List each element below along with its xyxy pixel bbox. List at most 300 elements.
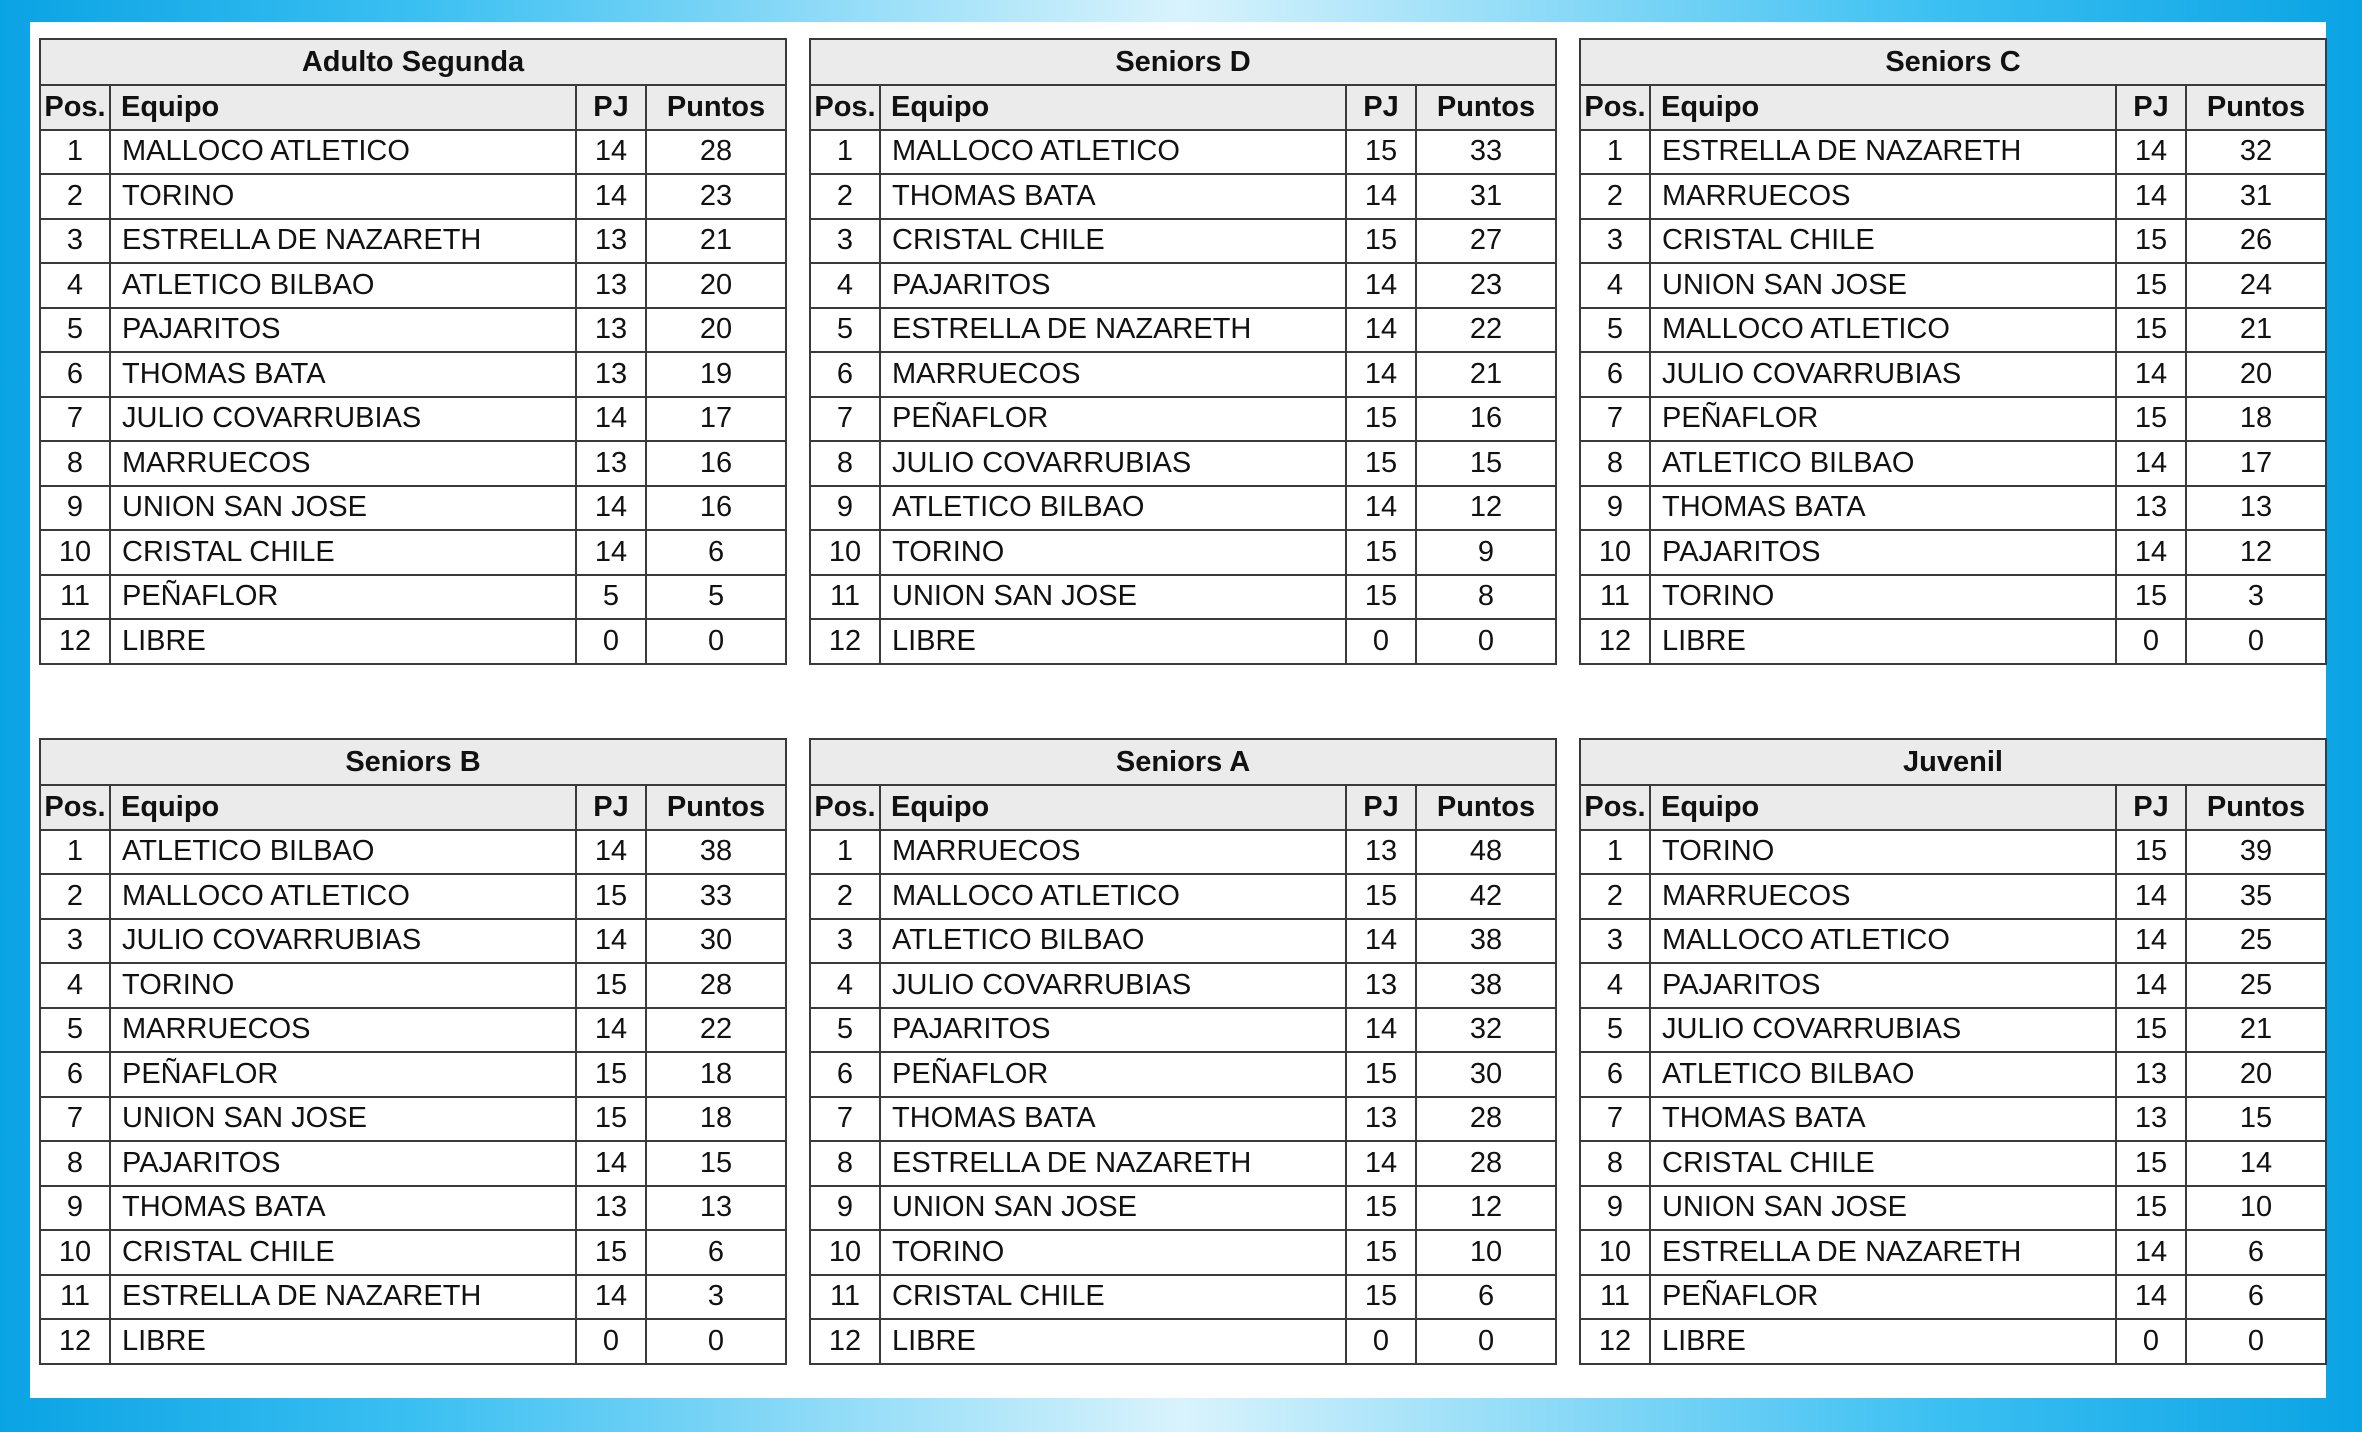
games-played-cell: 15 [2116, 575, 2186, 620]
games-played-cell: 15 [1346, 441, 1416, 486]
team-cell: CRISTAL CHILE [880, 219, 1346, 264]
position-cell: 6 [1580, 352, 1650, 397]
points-cell: 0 [646, 1319, 786, 1364]
games-played-cell: 14 [576, 1275, 646, 1320]
table-title: Juvenil [1580, 739, 2326, 785]
team-cell: THOMAS BATA [1650, 1097, 2116, 1142]
position-cell: 5 [1580, 1008, 1650, 1053]
games-played-cell: 0 [2116, 619, 2186, 664]
games-played-cell: 15 [2116, 1186, 2186, 1231]
team-cell: LIBRE [880, 619, 1346, 664]
games-played-cell: 15 [1346, 397, 1416, 442]
table-row [40, 619, 786, 664]
games-played-cell: 15 [576, 1230, 646, 1275]
games-played-cell: 15 [1346, 1230, 1416, 1275]
position-cell: 6 [40, 352, 110, 397]
games-played-cell: 13 [1346, 1097, 1416, 1142]
games-played-cell: 15 [2116, 219, 2186, 264]
points-cell: 14 [2186, 1141, 2326, 1186]
points-cell: 48 [1416, 830, 1556, 875]
team-cell: MARRUECOS [880, 830, 1346, 875]
position-cell: 12 [40, 619, 110, 664]
table-row [810, 874, 1556, 919]
team-cell: JULIO COVARRUBIAS [110, 919, 576, 964]
games-played-cell: 14 [576, 486, 646, 531]
column-header-pts: Puntos [646, 85, 786, 130]
games-played-cell: 14 [2116, 130, 2186, 175]
team-cell: TORINO [880, 530, 1346, 575]
team-cell: CRISTAL CHILE [1650, 1141, 2116, 1186]
points-cell: 25 [2186, 919, 2326, 964]
team-cell: JULIO COVARRUBIAS [880, 963, 1346, 1008]
table-row [40, 174, 786, 219]
position-cell: 5 [40, 308, 110, 353]
points-cell: 35 [2186, 874, 2326, 919]
position-cell: 5 [810, 1008, 880, 1053]
games-played-cell: 13 [576, 263, 646, 308]
games-played-cell: 15 [1346, 1186, 1416, 1231]
points-cell: 13 [646, 1186, 786, 1231]
position-cell: 7 [40, 397, 110, 442]
standings-table-seniors-d [809, 38, 1557, 665]
table-row [40, 1052, 786, 1097]
points-cell: 33 [646, 874, 786, 919]
points-cell: 30 [646, 919, 786, 964]
position-cell: 10 [40, 530, 110, 575]
team-cell: MARRUECOS [110, 1008, 576, 1053]
position-cell: 1 [810, 130, 880, 175]
games-played-cell: 0 [1346, 1319, 1416, 1364]
team-cell: PEÑAFLOR [880, 397, 1346, 442]
points-cell: 25 [2186, 963, 2326, 1008]
column-header-pos: Pos. [1580, 85, 1650, 130]
points-cell: 20 [2186, 1052, 2326, 1097]
table-row [810, 830, 1556, 875]
games-played-cell: 15 [1346, 575, 1416, 620]
position-cell: 1 [40, 130, 110, 175]
team-cell: TORINO [110, 963, 576, 1008]
table-row [40, 1141, 786, 1186]
games-played-cell: 14 [576, 919, 646, 964]
points-cell: 12 [1416, 1186, 1556, 1231]
table-header-row [810, 85, 1556, 130]
table-row [40, 919, 786, 964]
table-row [1580, 219, 2326, 264]
column-header-pts: Puntos [646, 785, 786, 830]
table-title-row [1580, 39, 2326, 85]
team-cell: CRISTAL CHILE [880, 1275, 1346, 1320]
points-cell: 18 [2186, 397, 2326, 442]
team-cell: MARRUECOS [1650, 874, 2116, 919]
team-cell: MARRUECOS [880, 352, 1346, 397]
team-cell: CRISTAL CHILE [110, 530, 576, 575]
games-played-cell: 13 [1346, 830, 1416, 875]
team-cell: ATLETICO BILBAO [880, 486, 1346, 531]
position-cell: 9 [1580, 1186, 1650, 1231]
table-row [1580, 1141, 2326, 1186]
position-cell: 2 [1580, 874, 1650, 919]
table-row [810, 919, 1556, 964]
team-cell: MALLOCO ATLETICO [1650, 919, 2116, 964]
team-cell: THOMAS BATA [1650, 486, 2116, 531]
table-row [1580, 308, 2326, 353]
games-played-cell: 13 [576, 1186, 646, 1231]
column-header-pos: Pos. [1580, 785, 1650, 830]
team-cell: PEÑAFLOR [110, 1052, 576, 1097]
position-cell: 1 [1580, 830, 1650, 875]
position-cell: 6 [40, 1052, 110, 1097]
table-row [40, 352, 786, 397]
points-cell: 15 [646, 1141, 786, 1186]
position-cell: 2 [1580, 174, 1650, 219]
position-cell: 4 [40, 263, 110, 308]
games-played-cell: 15 [2116, 397, 2186, 442]
points-cell: 12 [1416, 486, 1556, 531]
position-cell: 3 [1580, 919, 1650, 964]
team-cell: UNION SAN JOSE [110, 486, 576, 531]
points-cell: 24 [2186, 263, 2326, 308]
games-played-cell: 13 [576, 352, 646, 397]
table-row [810, 1186, 1556, 1231]
games-played-cell: 0 [576, 619, 646, 664]
team-cell: ESTRELLA DE NAZARETH [1650, 1230, 2116, 1275]
standings-table-seniors-a [809, 738, 1557, 1365]
games-played-cell: 14 [576, 1008, 646, 1053]
games-played-cell: 14 [2116, 441, 2186, 486]
table-row [40, 1097, 786, 1142]
standings-table-adulto-segunda [39, 38, 787, 665]
points-cell: 0 [2186, 1319, 2326, 1364]
table-row [810, 575, 1556, 620]
team-cell: LIBRE [110, 1319, 576, 1364]
column-header-team: Equipo [880, 785, 1346, 830]
games-played-cell: 0 [576, 1319, 646, 1364]
points-cell: 10 [2186, 1186, 2326, 1231]
position-cell: 9 [1580, 486, 1650, 531]
team-cell: PAJARITOS [1650, 963, 2116, 1008]
points-cell: 8 [1416, 575, 1556, 620]
points-cell: 3 [2186, 575, 2326, 620]
team-cell: LIBRE [1650, 619, 2116, 664]
points-cell: 3 [646, 1275, 786, 1320]
position-cell: 4 [1580, 963, 1650, 1008]
games-played-cell: 14 [1346, 919, 1416, 964]
table-row [40, 263, 786, 308]
team-cell: THOMAS BATA [880, 174, 1346, 219]
games-played-cell: 13 [576, 308, 646, 353]
position-cell: 12 [1580, 619, 1650, 664]
games-played-cell: 14 [2116, 1230, 2186, 1275]
games-played-cell: 13 [2116, 1097, 2186, 1142]
points-cell: 22 [1416, 308, 1556, 353]
position-cell: 7 [40, 1097, 110, 1142]
table-title: Seniors B [40, 739, 786, 785]
points-cell: 42 [1416, 874, 1556, 919]
table-title-row [40, 39, 786, 85]
position-cell: 4 [810, 263, 880, 308]
games-played-cell: 14 [2116, 963, 2186, 1008]
team-cell: JULIO COVARRUBIAS [880, 441, 1346, 486]
team-cell: TORINO [1650, 830, 2116, 875]
points-cell: 21 [2186, 308, 2326, 353]
team-cell: PEÑAFLOR [880, 1052, 1346, 1097]
team-cell: MALLOCO ATLETICO [880, 130, 1346, 175]
position-cell: 5 [1580, 308, 1650, 353]
team-cell: TORINO [880, 1230, 1346, 1275]
table-row [1580, 1052, 2326, 1097]
points-cell: 15 [2186, 1097, 2326, 1142]
games-played-cell: 13 [2116, 486, 2186, 531]
team-cell: ATLETICO BILBAO [110, 830, 576, 875]
position-cell: 2 [810, 174, 880, 219]
position-cell: 1 [1580, 130, 1650, 175]
table-row [810, 352, 1556, 397]
position-cell: 10 [1580, 530, 1650, 575]
position-cell: 8 [40, 1141, 110, 1186]
position-cell: 9 [810, 486, 880, 531]
table-header-row [40, 85, 786, 130]
position-cell: 11 [810, 575, 880, 620]
table-title: Seniors D [810, 39, 1556, 85]
position-cell: 8 [810, 1141, 880, 1186]
points-cell: 16 [646, 486, 786, 531]
games-played-cell: 15 [2116, 1141, 2186, 1186]
points-cell: 6 [2186, 1275, 2326, 1320]
table-row [40, 575, 786, 620]
points-cell: 5 [646, 575, 786, 620]
position-cell: 3 [810, 919, 880, 964]
position-cell: 3 [1580, 219, 1650, 264]
games-played-cell: 14 [2116, 874, 2186, 919]
position-cell: 7 [1580, 397, 1650, 442]
position-cell: 4 [40, 963, 110, 1008]
points-cell: 0 [646, 619, 786, 664]
position-cell: 2 [810, 874, 880, 919]
games-played-cell: 15 [2116, 308, 2186, 353]
points-cell: 26 [2186, 219, 2326, 264]
team-cell: PAJARITOS [880, 263, 1346, 308]
team-cell: CRISTAL CHILE [110, 1230, 576, 1275]
position-cell: 7 [810, 397, 880, 442]
games-played-cell: 15 [1346, 219, 1416, 264]
table-row [1580, 919, 2326, 964]
points-cell: 20 [646, 308, 786, 353]
table-row [810, 1141, 1556, 1186]
team-cell: CRISTAL CHILE [1650, 219, 2116, 264]
points-cell: 16 [646, 441, 786, 486]
position-cell: 11 [40, 575, 110, 620]
games-played-cell: 15 [2116, 263, 2186, 308]
points-cell: 20 [2186, 352, 2326, 397]
table-header-row [1580, 785, 2326, 830]
table-header-row [40, 785, 786, 830]
position-cell: 6 [810, 352, 880, 397]
team-cell: MALLOCO ATLETICO [1650, 308, 2116, 353]
team-cell: PAJARITOS [1650, 530, 2116, 575]
team-cell: LIBRE [110, 619, 576, 664]
standings-table-juvenil [1579, 738, 2327, 1365]
table-row [810, 619, 1556, 664]
position-cell: 5 [40, 1008, 110, 1053]
table-row [1580, 619, 2326, 664]
position-cell: 11 [1580, 1275, 1650, 1320]
position-cell: 3 [40, 919, 110, 964]
team-cell: ESTRELLA DE NAZARETH [880, 308, 1346, 353]
points-cell: 0 [2186, 619, 2326, 664]
position-cell: 3 [810, 219, 880, 264]
position-cell: 4 [810, 963, 880, 1008]
team-cell: LIBRE [1650, 1319, 2116, 1364]
games-played-cell: 14 [576, 1141, 646, 1186]
table-row [1580, 441, 2326, 486]
games-played-cell: 0 [1346, 619, 1416, 664]
column-header-pj: PJ [1346, 785, 1416, 830]
team-cell: THOMAS BATA [110, 1186, 576, 1231]
games-played-cell: 14 [1346, 174, 1416, 219]
standings-table-seniors-c [1579, 38, 2327, 665]
table-row [40, 308, 786, 353]
team-cell: JULIO COVARRUBIAS [1650, 352, 2116, 397]
position-cell: 7 [810, 1097, 880, 1142]
games-played-cell: 15 [1346, 874, 1416, 919]
position-cell: 12 [810, 1319, 880, 1364]
team-cell: ATLETICO BILBAO [1650, 1052, 2116, 1097]
points-cell: 21 [2186, 1008, 2326, 1053]
position-cell: 10 [810, 1230, 880, 1275]
standings-table-seniors-b [39, 738, 787, 1365]
position-cell: 11 [810, 1275, 880, 1320]
games-played-cell: 13 [576, 219, 646, 264]
team-cell: ESTRELLA DE NAZARETH [880, 1141, 1346, 1186]
table-row [40, 874, 786, 919]
table-row [1580, 1275, 2326, 1320]
games-played-cell: 13 [2116, 1052, 2186, 1097]
points-cell: 6 [1416, 1275, 1556, 1320]
games-played-cell: 15 [2116, 830, 2186, 875]
table-row [1580, 352, 2326, 397]
table-row [40, 1275, 786, 1320]
team-cell: LIBRE [880, 1319, 1346, 1364]
position-cell: 6 [1580, 1052, 1650, 1097]
column-header-team: Equipo [880, 85, 1346, 130]
position-cell: 9 [810, 1186, 880, 1231]
games-played-cell: 14 [1346, 1141, 1416, 1186]
table-row [1580, 486, 2326, 531]
points-cell: 22 [646, 1008, 786, 1053]
table-row [1580, 1097, 2326, 1142]
position-cell: 6 [810, 1052, 880, 1097]
position-cell: 1 [40, 830, 110, 875]
column-header-pj: PJ [2116, 785, 2186, 830]
games-played-cell: 0 [2116, 1319, 2186, 1364]
table-row [810, 1319, 1556, 1364]
points-cell: 21 [646, 219, 786, 264]
team-cell: TORINO [1650, 575, 2116, 620]
table-title-row [810, 739, 1556, 785]
table-row [810, 441, 1556, 486]
team-cell: ATLETICO BILBAO [110, 263, 576, 308]
points-cell: 27 [1416, 219, 1556, 264]
team-cell: PAJARITOS [880, 1008, 1346, 1053]
points-cell: 17 [646, 397, 786, 442]
table-title-row [810, 39, 1556, 85]
table-row [40, 130, 786, 175]
table-row [1580, 130, 2326, 175]
position-cell: 11 [1580, 575, 1650, 620]
team-cell: MARRUECOS [1650, 174, 2116, 219]
team-cell: MARRUECOS [110, 441, 576, 486]
table-row [1580, 963, 2326, 1008]
points-cell: 28 [1416, 1141, 1556, 1186]
position-cell: 4 [1580, 263, 1650, 308]
team-cell: JULIO COVARRUBIAS [110, 397, 576, 442]
table-row [810, 1008, 1556, 1053]
table-row [40, 963, 786, 1008]
games-played-cell: 14 [1346, 1008, 1416, 1053]
position-cell: 1 [810, 830, 880, 875]
games-played-cell: 14 [576, 530, 646, 575]
team-cell: UNION SAN JOSE [1650, 263, 2116, 308]
games-played-cell: 14 [1346, 486, 1416, 531]
table-title: Seniors C [1580, 39, 2326, 85]
points-cell: 18 [646, 1097, 786, 1142]
points-cell: 10 [1416, 1230, 1556, 1275]
points-cell: 31 [1416, 174, 1556, 219]
position-cell: 2 [40, 874, 110, 919]
table-title-row [40, 739, 786, 785]
games-played-cell: 15 [1346, 1275, 1416, 1320]
table-row [810, 486, 1556, 531]
team-cell: ESTRELLA DE NAZARETH [110, 219, 576, 264]
games-played-cell: 14 [2116, 530, 2186, 575]
points-cell: 18 [646, 1052, 786, 1097]
table-row [1580, 530, 2326, 575]
team-cell: UNION SAN JOSE [880, 1186, 1346, 1231]
team-cell: UNION SAN JOSE [1650, 1186, 2116, 1231]
position-cell: 5 [810, 308, 880, 353]
column-header-pj: PJ [576, 785, 646, 830]
points-cell: 38 [646, 830, 786, 875]
table-row [810, 130, 1556, 175]
table-row [1580, 874, 2326, 919]
games-played-cell: 15 [576, 1052, 646, 1097]
table-row [810, 308, 1556, 353]
points-cell: 30 [1416, 1052, 1556, 1097]
points-cell: 6 [646, 530, 786, 575]
position-cell: 10 [40, 1230, 110, 1275]
games-played-cell: 15 [576, 963, 646, 1008]
points-cell: 28 [1416, 1097, 1556, 1142]
table-row [1580, 575, 2326, 620]
team-cell: ATLETICO BILBAO [880, 919, 1346, 964]
table-row [1580, 263, 2326, 308]
column-header-pts: Puntos [1416, 85, 1556, 130]
position-cell: 10 [810, 530, 880, 575]
team-cell: PEÑAFLOR [1650, 397, 2116, 442]
games-played-cell: 14 [1346, 263, 1416, 308]
points-cell: 17 [2186, 441, 2326, 486]
column-header-team: Equipo [1650, 85, 2116, 130]
table-row [810, 397, 1556, 442]
table-row [40, 1230, 786, 1275]
points-cell: 12 [2186, 530, 2326, 575]
points-cell: 38 [1416, 919, 1556, 964]
points-cell: 6 [2186, 1230, 2326, 1275]
table-row [40, 1008, 786, 1053]
table-row [40, 486, 786, 531]
table-row [1580, 174, 2326, 219]
table-title: Adulto Segunda [40, 39, 786, 85]
